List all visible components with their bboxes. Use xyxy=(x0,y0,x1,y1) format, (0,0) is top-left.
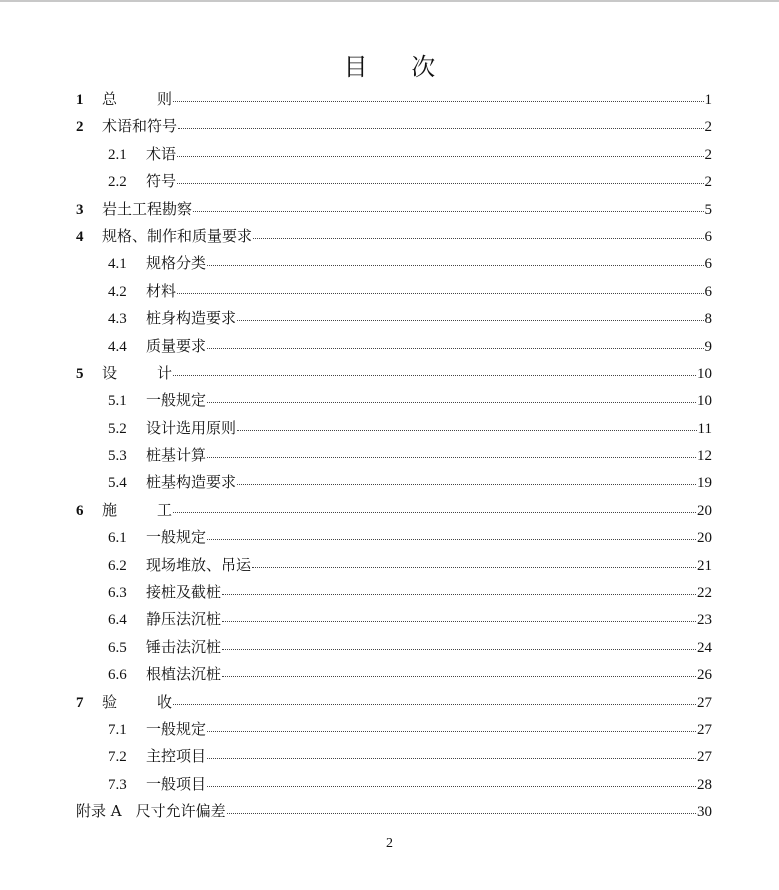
toc-entry-section[interactable] xyxy=(76,387,712,414)
toc-entry-number: 2 xyxy=(76,119,84,136)
toc-entry-label: 一般规定 xyxy=(146,391,207,410)
toc-entry-page: 21 xyxy=(697,557,712,574)
toc-dot-leader xyxy=(227,813,696,814)
toc-entry-page: 2 xyxy=(704,146,712,163)
toc-entry-page: 2 xyxy=(704,119,712,136)
toc-dot-leader xyxy=(193,211,703,212)
toc-entry-section[interactable] xyxy=(76,469,712,496)
toc-entry-section[interactable] xyxy=(76,606,712,633)
toc-entry-page: 27 xyxy=(697,749,712,766)
toc-entry-page: 8 xyxy=(704,311,712,328)
toc-entry-number: 6.4 xyxy=(108,612,127,629)
page-top-border xyxy=(0,0,779,2)
toc-entry-page: 28 xyxy=(697,776,712,793)
toc-entry-label: 桩基构造要求 xyxy=(146,473,237,492)
toc-dot-leader xyxy=(178,128,703,129)
toc-entry-section[interactable] xyxy=(76,250,712,277)
toc-entry-page: 5 xyxy=(704,201,712,218)
toc-dot-leader xyxy=(252,567,696,568)
toc-entry-page: 24 xyxy=(697,639,712,656)
toc-dot-leader xyxy=(207,731,696,732)
toc-entry-section[interactable] xyxy=(76,716,712,743)
toc-entry-label: 术语和符号 xyxy=(102,117,178,136)
toc-entry-section[interactable] xyxy=(76,634,712,661)
toc-entry-chapter[interactable] xyxy=(76,497,712,524)
toc-entry-page: 6 xyxy=(704,228,712,245)
toc-entry-page: 20 xyxy=(697,530,712,547)
toc-entry-page: 2 xyxy=(704,174,712,191)
toc-entry-number: 6.5 xyxy=(108,639,127,656)
toc-dot-leader xyxy=(222,621,696,622)
toc-entry-chapter[interactable] xyxy=(76,86,712,113)
toc-entry-number: 7.1 xyxy=(108,721,127,738)
toc-dot-leader xyxy=(207,457,696,458)
toc-entry-label: 一般规定 xyxy=(146,528,207,547)
toc-entry-number: 5 xyxy=(76,365,84,382)
toc-dot-leader xyxy=(173,704,696,705)
toc-entry-page: 20 xyxy=(697,502,712,519)
toc-entry-page: 26 xyxy=(697,667,712,684)
toc-entry-label: 设计选用原则 xyxy=(146,418,237,437)
table-of-contents xyxy=(76,86,712,826)
toc-entry-section[interactable] xyxy=(76,524,712,551)
toc-dot-leader xyxy=(173,512,696,513)
toc-entry-section[interactable] xyxy=(76,579,712,606)
toc-dot-leader xyxy=(173,375,696,376)
toc-title: 目 次 xyxy=(343,53,454,81)
toc-entry-label: 根植法沉桩 xyxy=(146,665,222,684)
toc-entry-page: 10 xyxy=(697,393,712,410)
toc-dot-leader xyxy=(177,183,703,184)
page-number: 2 xyxy=(386,836,393,851)
toc-entry-number: 5.4 xyxy=(108,475,127,492)
toc-entry-number: 4 xyxy=(76,228,84,245)
toc-entry-number: 6 xyxy=(76,502,84,519)
toc-entry-number: 5.1 xyxy=(108,393,127,410)
toc-entry-number: 4.3 xyxy=(108,311,127,328)
toc-dot-leader xyxy=(207,348,703,349)
toc-entry-page: 1 xyxy=(704,92,712,108)
toc-dot-leader xyxy=(177,293,703,294)
toc-entry-section[interactable] xyxy=(76,442,712,469)
toc-entry-section[interactable] xyxy=(76,743,712,770)
toc-entry-label: 岩土工程勘察 xyxy=(102,199,193,218)
toc-entry-number: 4.2 xyxy=(108,283,127,300)
toc-entry-label: 材料 xyxy=(146,281,177,300)
toc-entry-number: 1 xyxy=(76,92,84,108)
toc-entry-chapter[interactable] xyxy=(76,360,712,387)
toc-entry-number: 7.3 xyxy=(108,776,127,793)
toc-dot-leader xyxy=(253,238,703,239)
toc-dot-leader xyxy=(222,594,696,595)
toc-entry-label: 设计 xyxy=(102,363,173,382)
toc-dot-leader xyxy=(173,101,703,102)
toc-entry-label: 施工 xyxy=(102,500,173,519)
toc-entry-page: 23 xyxy=(697,612,712,629)
toc-entry-chapter[interactable] xyxy=(76,689,712,716)
toc-entry-page: 30 xyxy=(697,804,712,821)
toc-entry-label: 桩基计算 xyxy=(146,446,207,465)
toc-entry-label: 一般项目 xyxy=(146,774,207,793)
toc-dot-leader xyxy=(177,156,703,157)
toc-entry-section[interactable] xyxy=(76,415,712,442)
toc-entry-label: 锤击法沉桩 xyxy=(146,637,222,656)
toc-dot-leader xyxy=(237,430,697,431)
toc-entry-number: 7.2 xyxy=(108,749,127,766)
toc-entry-page: 11 xyxy=(697,420,712,437)
toc-entry-section[interactable] xyxy=(76,552,712,579)
toc-entry-page: 6 xyxy=(704,283,712,300)
toc-entry-label: 尺寸允许偏差 xyxy=(135,802,226,821)
toc-entry-label: 主控项目 xyxy=(146,747,207,766)
toc-entry-label: 规格分类 xyxy=(146,254,207,273)
toc-entry-section[interactable] xyxy=(76,333,712,360)
toc-entry-number: 5.2 xyxy=(108,420,127,437)
toc-entry-section[interactable] xyxy=(76,141,712,168)
toc-entry-number: 2.1 xyxy=(108,146,127,163)
toc-entry-chapter[interactable] xyxy=(76,196,712,223)
toc-entry-number: 2.2 xyxy=(108,174,127,191)
toc-entry-number: 6.3 xyxy=(108,585,127,602)
toc-dot-leader xyxy=(207,758,696,759)
toc-entry-section[interactable] xyxy=(76,278,712,305)
toc-entry-chapter[interactable] xyxy=(76,223,712,250)
toc-entry-page: 9 xyxy=(704,338,712,355)
toc-entry-chapter[interactable] xyxy=(76,113,712,140)
toc-dot-leader xyxy=(237,484,696,485)
toc-entry-label: 术语 xyxy=(146,144,177,163)
toc-entry-section[interactable] xyxy=(76,305,712,332)
toc-entry-label: 规格、制作和质量要求 xyxy=(102,226,253,245)
toc-dot-leader xyxy=(207,539,696,540)
toc-entry-number: 4.1 xyxy=(108,256,127,273)
toc-entry-label: 现场堆放、吊运 xyxy=(146,555,252,574)
toc-entry-page: 6 xyxy=(704,256,712,273)
toc-entry-page: 10 xyxy=(697,365,712,382)
toc-entry-number: 6.2 xyxy=(108,557,127,574)
toc-dot-leader xyxy=(237,320,703,321)
toc-dot-leader xyxy=(207,786,696,787)
toc-entry-page: 27 xyxy=(697,694,712,711)
toc-dot-leader xyxy=(222,676,696,677)
toc-entry-section[interactable] xyxy=(76,168,712,195)
toc-dot-leader xyxy=(207,265,703,266)
toc-entry-number: 3 xyxy=(76,201,84,218)
toc-entry-number: 7 xyxy=(76,694,84,711)
toc-entry-label: 符号 xyxy=(146,172,177,191)
toc-entry-number: 附录 A xyxy=(76,802,122,821)
toc-entry-section[interactable] xyxy=(76,661,712,688)
toc-entry-page: 22 xyxy=(697,585,712,602)
toc-entry-page: 27 xyxy=(697,721,712,738)
toc-entry-label: 一般规定 xyxy=(146,719,207,738)
toc-dot-leader xyxy=(222,649,696,650)
toc-entry-label: 总则 xyxy=(102,90,173,108)
toc-entry-label: 接桩及截桩 xyxy=(146,583,222,602)
toc-entry-number: 5.3 xyxy=(108,448,127,465)
toc-entry-label: 静压法沉桩 xyxy=(146,610,222,629)
toc-entry-number: 4.4 xyxy=(108,338,127,355)
toc-entry-label: 质量要求 xyxy=(146,336,207,355)
toc-entry-appendix[interactable] xyxy=(76,798,712,825)
toc-entry-label: 验收 xyxy=(102,692,173,711)
toc-entry-page: 12 xyxy=(697,448,712,465)
toc-dot-leader xyxy=(207,402,696,403)
toc-entry-number: 6.6 xyxy=(108,667,127,684)
toc-entry-number: 6.1 xyxy=(108,530,127,547)
toc-entry-label: 桩身构造要求 xyxy=(146,309,237,328)
toc-entry-section[interactable] xyxy=(76,771,712,798)
toc-entry-page: 19 xyxy=(697,475,712,492)
